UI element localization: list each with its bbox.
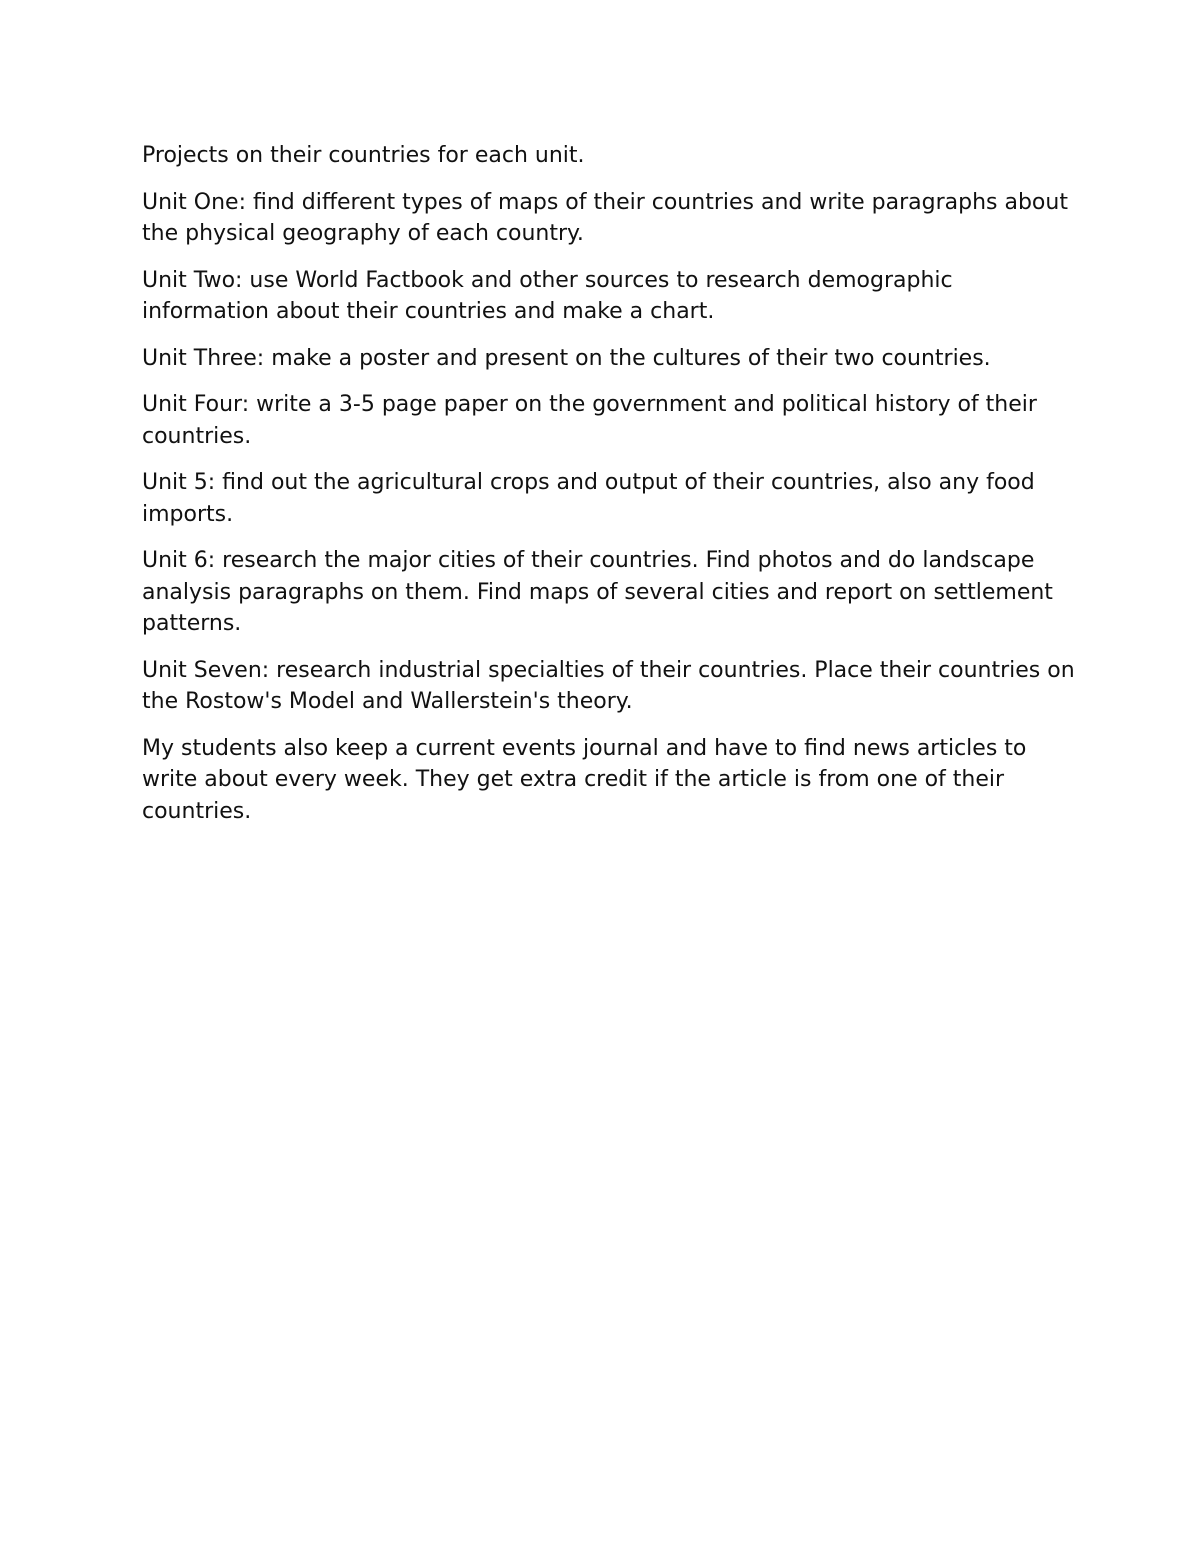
unit-two-paragraph: Unit Two: use World Factbook and other sources to research demographic information about their countries and make a chart. [142, 267, 953, 324]
unit-four-paragraph: Unit Four: write a 3-5 page paper on the government and political history of their countries. [142, 392, 1037, 449]
unit-one-paragraph: Unit One: find different types of maps of their countries and write paragraphs about the physical geography of each country. [142, 189, 1068, 246]
unit-three-paragraph: Unit Three: make a poster and present on the cultures of their two countries. [142, 345, 991, 371]
intro-paragraph: Projects on their countries for each unit. [142, 143, 585, 168]
unit-five-paragraph: Unit 5: find out the agricultural crops and output of their countries, also any food imports. [142, 470, 1035, 527]
current-events-paragraph: My students also keep a current events journal and have to find news articles to write about every week. They get extra credit if the article is from one of their countries. [142, 735, 1027, 824]
unit-seven-paragraph: Unit Seven: research industrial specialties of their countries. Place their countries on the Rostow's Model and Wallerstein's theory. [142, 657, 1075, 714]
unit-six-paragraph: Unit 6: research the major cities of their countries. Find photos and do landscape analysis paragraphs on them. Find maps of several cities and report on settlement patterns. [142, 548, 1053, 636]
document-body [142, 140, 1082, 842]
